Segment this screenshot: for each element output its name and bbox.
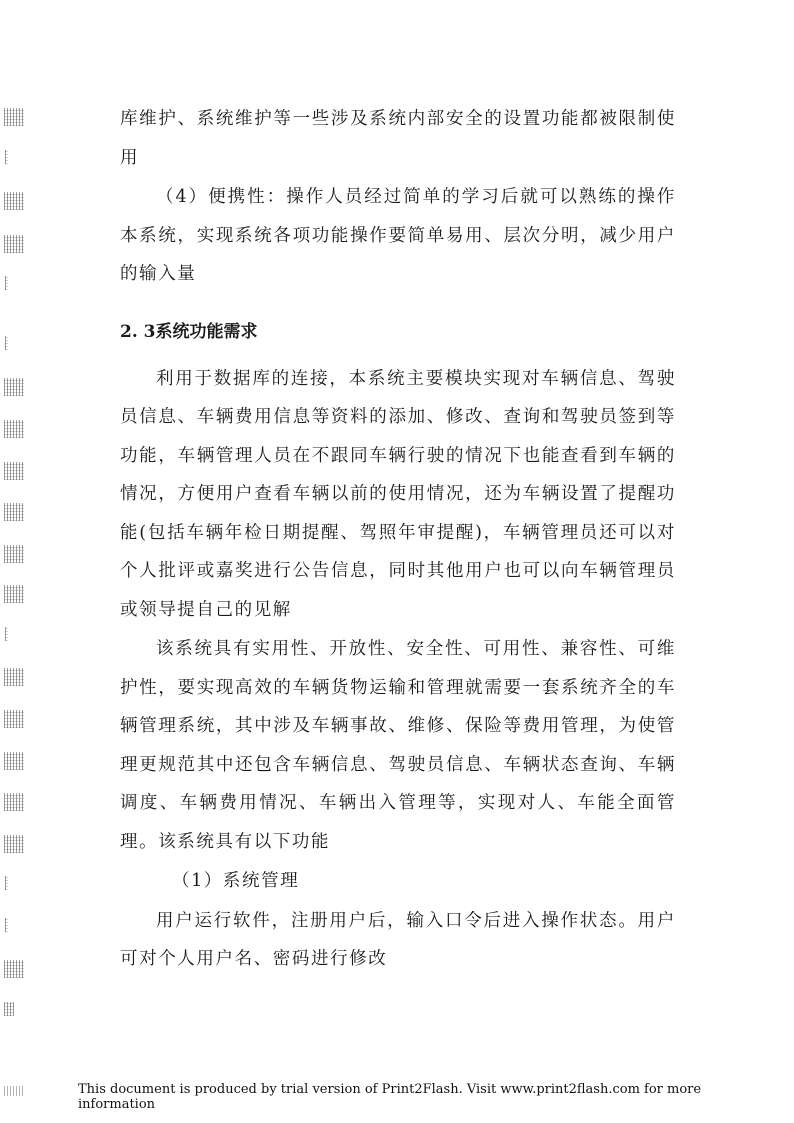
- margin-mark: [4, 752, 24, 770]
- margin-mark: [5, 876, 8, 890]
- margin-mark: [5, 150, 8, 164]
- margin-mark: [4, 462, 24, 480]
- section-heading: 2. 3系统功能需求: [120, 321, 258, 342]
- margin-mark: [4, 710, 24, 728]
- margin-mark: [4, 378, 24, 396]
- paragraph-system-management: 用户运行软件，注册用户后，输入口令后进入操作状态。用户可对个人用户名、密码进行修改: [120, 910, 676, 969]
- margin-mark: [4, 108, 24, 126]
- margin-mark: [4, 192, 24, 210]
- footer-mark: [4, 1086, 24, 1096]
- paragraph-portability: （4）便携性：操作人员经过简单的学习后就可以熟练的操作本系统，实现系统各项功能操作要简单易用、层次分明，减少用户的输入量: [120, 187, 676, 284]
- margin-mark: [5, 336, 8, 350]
- paragraph-continuation: 库维护、系统维护等一些涉及系统内部安全的设置功能都被限制使用: [120, 109, 676, 168]
- margin-mark: [4, 668, 24, 686]
- margin-mark: [5, 627, 8, 641]
- margin-mark: [4, 835, 24, 853]
- margin-mark: [5, 276, 8, 290]
- margin-marks: [0, 0, 30, 1123]
- margin-mark: [4, 1002, 14, 1016]
- margin-mark: [4, 420, 24, 438]
- paragraph-overview: 利用于数据库的连接，本系统主要模块实现对车辆信息、驾驶员信息、车辆费用信息等资料的添加、修改、查询和驾驶员签到等功能，车辆管理人员在不跟同车辆行驶的情况下也能查看到车辆的情况，方便用户查看车辆以前的使用情况，还为车辆设置了提醒功能(包括车辆年检日期提醒、驾照年审提醒)，车辆管理员还可以对个人批评或嘉奖进行公告信息，同时其他用户也可以向车辆管理员或领导提自己的见解: [120, 368, 676, 620]
- document-body: [120, 100, 676, 980]
- paragraph-features: 该系统具有实用性、开放性、安全性、可用性、兼容性、可维护性，要实现高效的车辆货物运输和管理就需要一套系统齐全的车辆管理系统，其中涉及车辆事故、维修、保险等费用管理，为使管理更规范其中还包含车辆信息、驾驶员信息、车辆状态查询、车辆调度、车辆费用情况、车辆出入管理等，实现对人、车能全面管理。该系统具有以下功能: [120, 639, 676, 852]
- margin-mark: [4, 503, 24, 521]
- margin-mark: [4, 545, 24, 563]
- margin-mark: [5, 918, 8, 932]
- margin-mark: [4, 585, 24, 603]
- margin-mark: [4, 960, 24, 978]
- subheading-system-management: （1）系统管理: [172, 871, 300, 891]
- margin-mark: [4, 235, 24, 253]
- trial-footer: This document is produced by trial version of Print2Flash. Visit www.print2flash.com for more information: [78, 1082, 702, 1112]
- margin-mark: [4, 793, 24, 811]
